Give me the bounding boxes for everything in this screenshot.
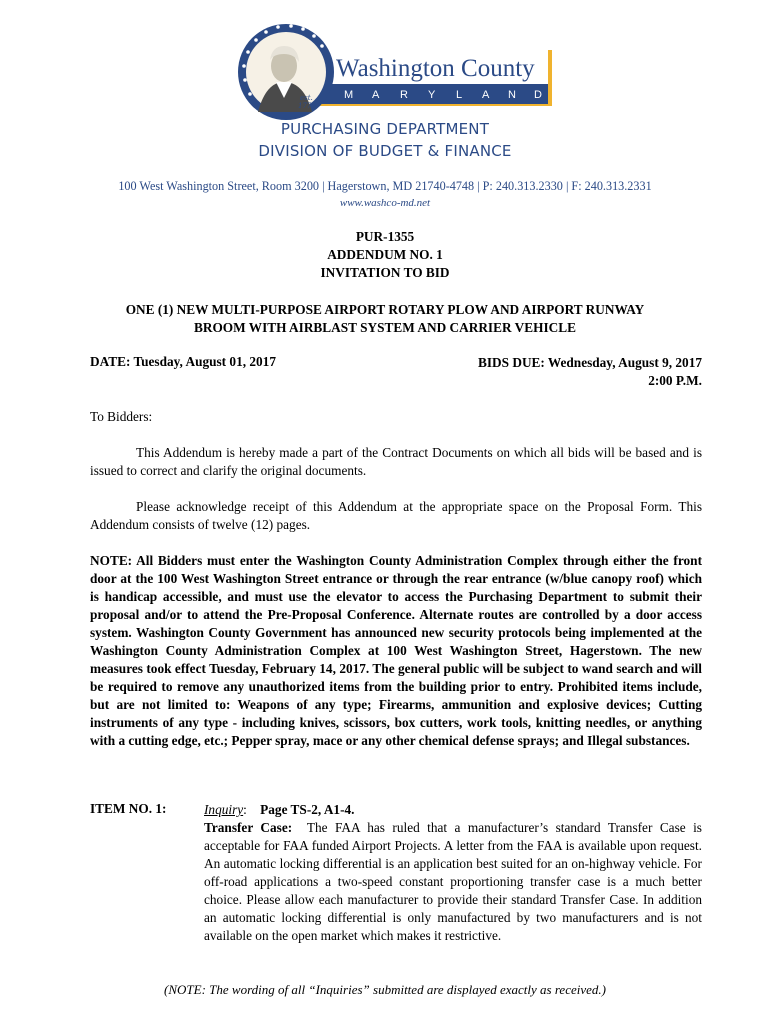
logo-year-text: 1776: [298, 102, 316, 110]
svg-text:A: A: [372, 89, 380, 101]
bids-due-date: BIDS DUE: Wednesday, August 9, 2017: [477, 355, 702, 370]
washington-county-logo: [236, 20, 556, 120]
svg-text:Y: Y: [428, 89, 436, 101]
security-note: NOTE: All Bidders must enter the Washington County Administration Complex through either the front door at the 100 West Washington Street entrance or through the rear entrance (w/blue canopy roof) which is handicap accessible, and must use the elevator to access the Purchasing Department to submit their proposal and/or to attend the Pre-Proposal Conference. Alternate routes are controlled by a door access system. Washington County Government has announced new security protocols being implemented at the Washington County Administration Complex at 100 West Washington Street, Hagerstown. The new measures took effect Tuesday, February 14, 2017. The general public will be subject to wand search and will be required to remove any unauthorized items from the building prior to entry. Prohibited items include, but are not limited to: Weapons of any type; Firearms, ammunition and explosive devices; Cutting instruments of any type - including knives, scissors, box cutters, work tools, knitting needles, or anything with a cutting edge, etc.; Pepper spray, mace or any other chemical defense sprays; and Illegal substances.: [90, 553, 702, 748]
salutation: To Bidders:: [90, 409, 153, 424]
bid-title-line2: BROOM WITH AIRBLAST SYSTEM AND CARRIER VEHICLE: [193, 320, 576, 335]
website-link[interactable]: www.washco-md.net: [339, 197, 431, 209]
department-name: PURCHASING DEPARTMENT: [280, 120, 490, 138]
bids-due: [478, 354, 702, 390]
inquiry-label: Inquiry: [204, 802, 244, 817]
bid-title: [0, 301, 770, 337]
svg-text:M: M: [344, 89, 354, 101]
item-subject: Transfer Case:: [204, 820, 293, 835]
inquiry-reference: Page TS-2, A1-4.: [260, 802, 355, 817]
svg-text:A: A: [482, 89, 490, 101]
svg-text:R: R: [400, 89, 408, 101]
item-text: [204, 819, 702, 945]
inquiry-sep: :: [243, 802, 247, 817]
paragraph-acknowledge: Please acknowledge receipt of this Addendum at the appropriate space on the Proposal Form. This Addendum consists of twelve (12) pages.: [90, 499, 702, 532]
inquiry-line: [204, 801, 702, 819]
logo-name-text: Washington County: [336, 55, 535, 82]
paragraph-addendum-purpose: This Addendum is hereby made a part of the Contract Documents on which all bids will be based and is issued to correct and clarify the original documents.: [90, 445, 702, 478]
item-label: ITEM NO. 1:: [90, 801, 167, 816]
bids-due-time: 2:00 P.M.: [648, 373, 702, 388]
svg-text:D: D: [534, 89, 542, 101]
document-type: INVITATION TO BID: [320, 265, 450, 280]
document-number: PUR-1355: [355, 229, 415, 244]
contact-address: 100 West Washington Street, Room 3200 | Hagerstown, MD 21740-4748 | P: 240.313.2330 | F: 240.313.2331: [118, 179, 652, 193]
item-body: [204, 801, 702, 945]
logo-est-text: est.: [300, 94, 313, 102]
bid-title-line1: ONE (1) NEW MULTI-PURPOSE AIRPORT ROTARY PLOW AND AIRPORT RUNWAY: [125, 302, 645, 317]
footnote: (NOTE: The wording of all “Inquiries” submitted are displayed exactly as received.): [164, 982, 606, 997]
item-description: The FAA has ruled that a manufacturer’s standard Transfer Case is acceptable for FAA funded Airport Projects. A letter from the FAA is available upon request. An automatic locking differential is an application best suited for an on-highway vehicle. For off-road applications a two-speed constant proportioning transfer case is a much better choice. Please allow each manufacturer to provide their standard Transfer Case. In addition an automatic locking differential is only manufactured by two manufacturers and is not available on the open market which makes it restrictive.: [204, 820, 702, 943]
addendum-number: ADDENDUM NO. 1: [327, 247, 443, 262]
svg-text:N: N: [508, 89, 516, 101]
svg-text:L: L: [456, 89, 463, 101]
division-name: DIVISION OF BUDGET & FINANCE: [258, 142, 512, 160]
issue-date: DATE: Tuesday, August 01, 2017: [90, 354, 276, 369]
